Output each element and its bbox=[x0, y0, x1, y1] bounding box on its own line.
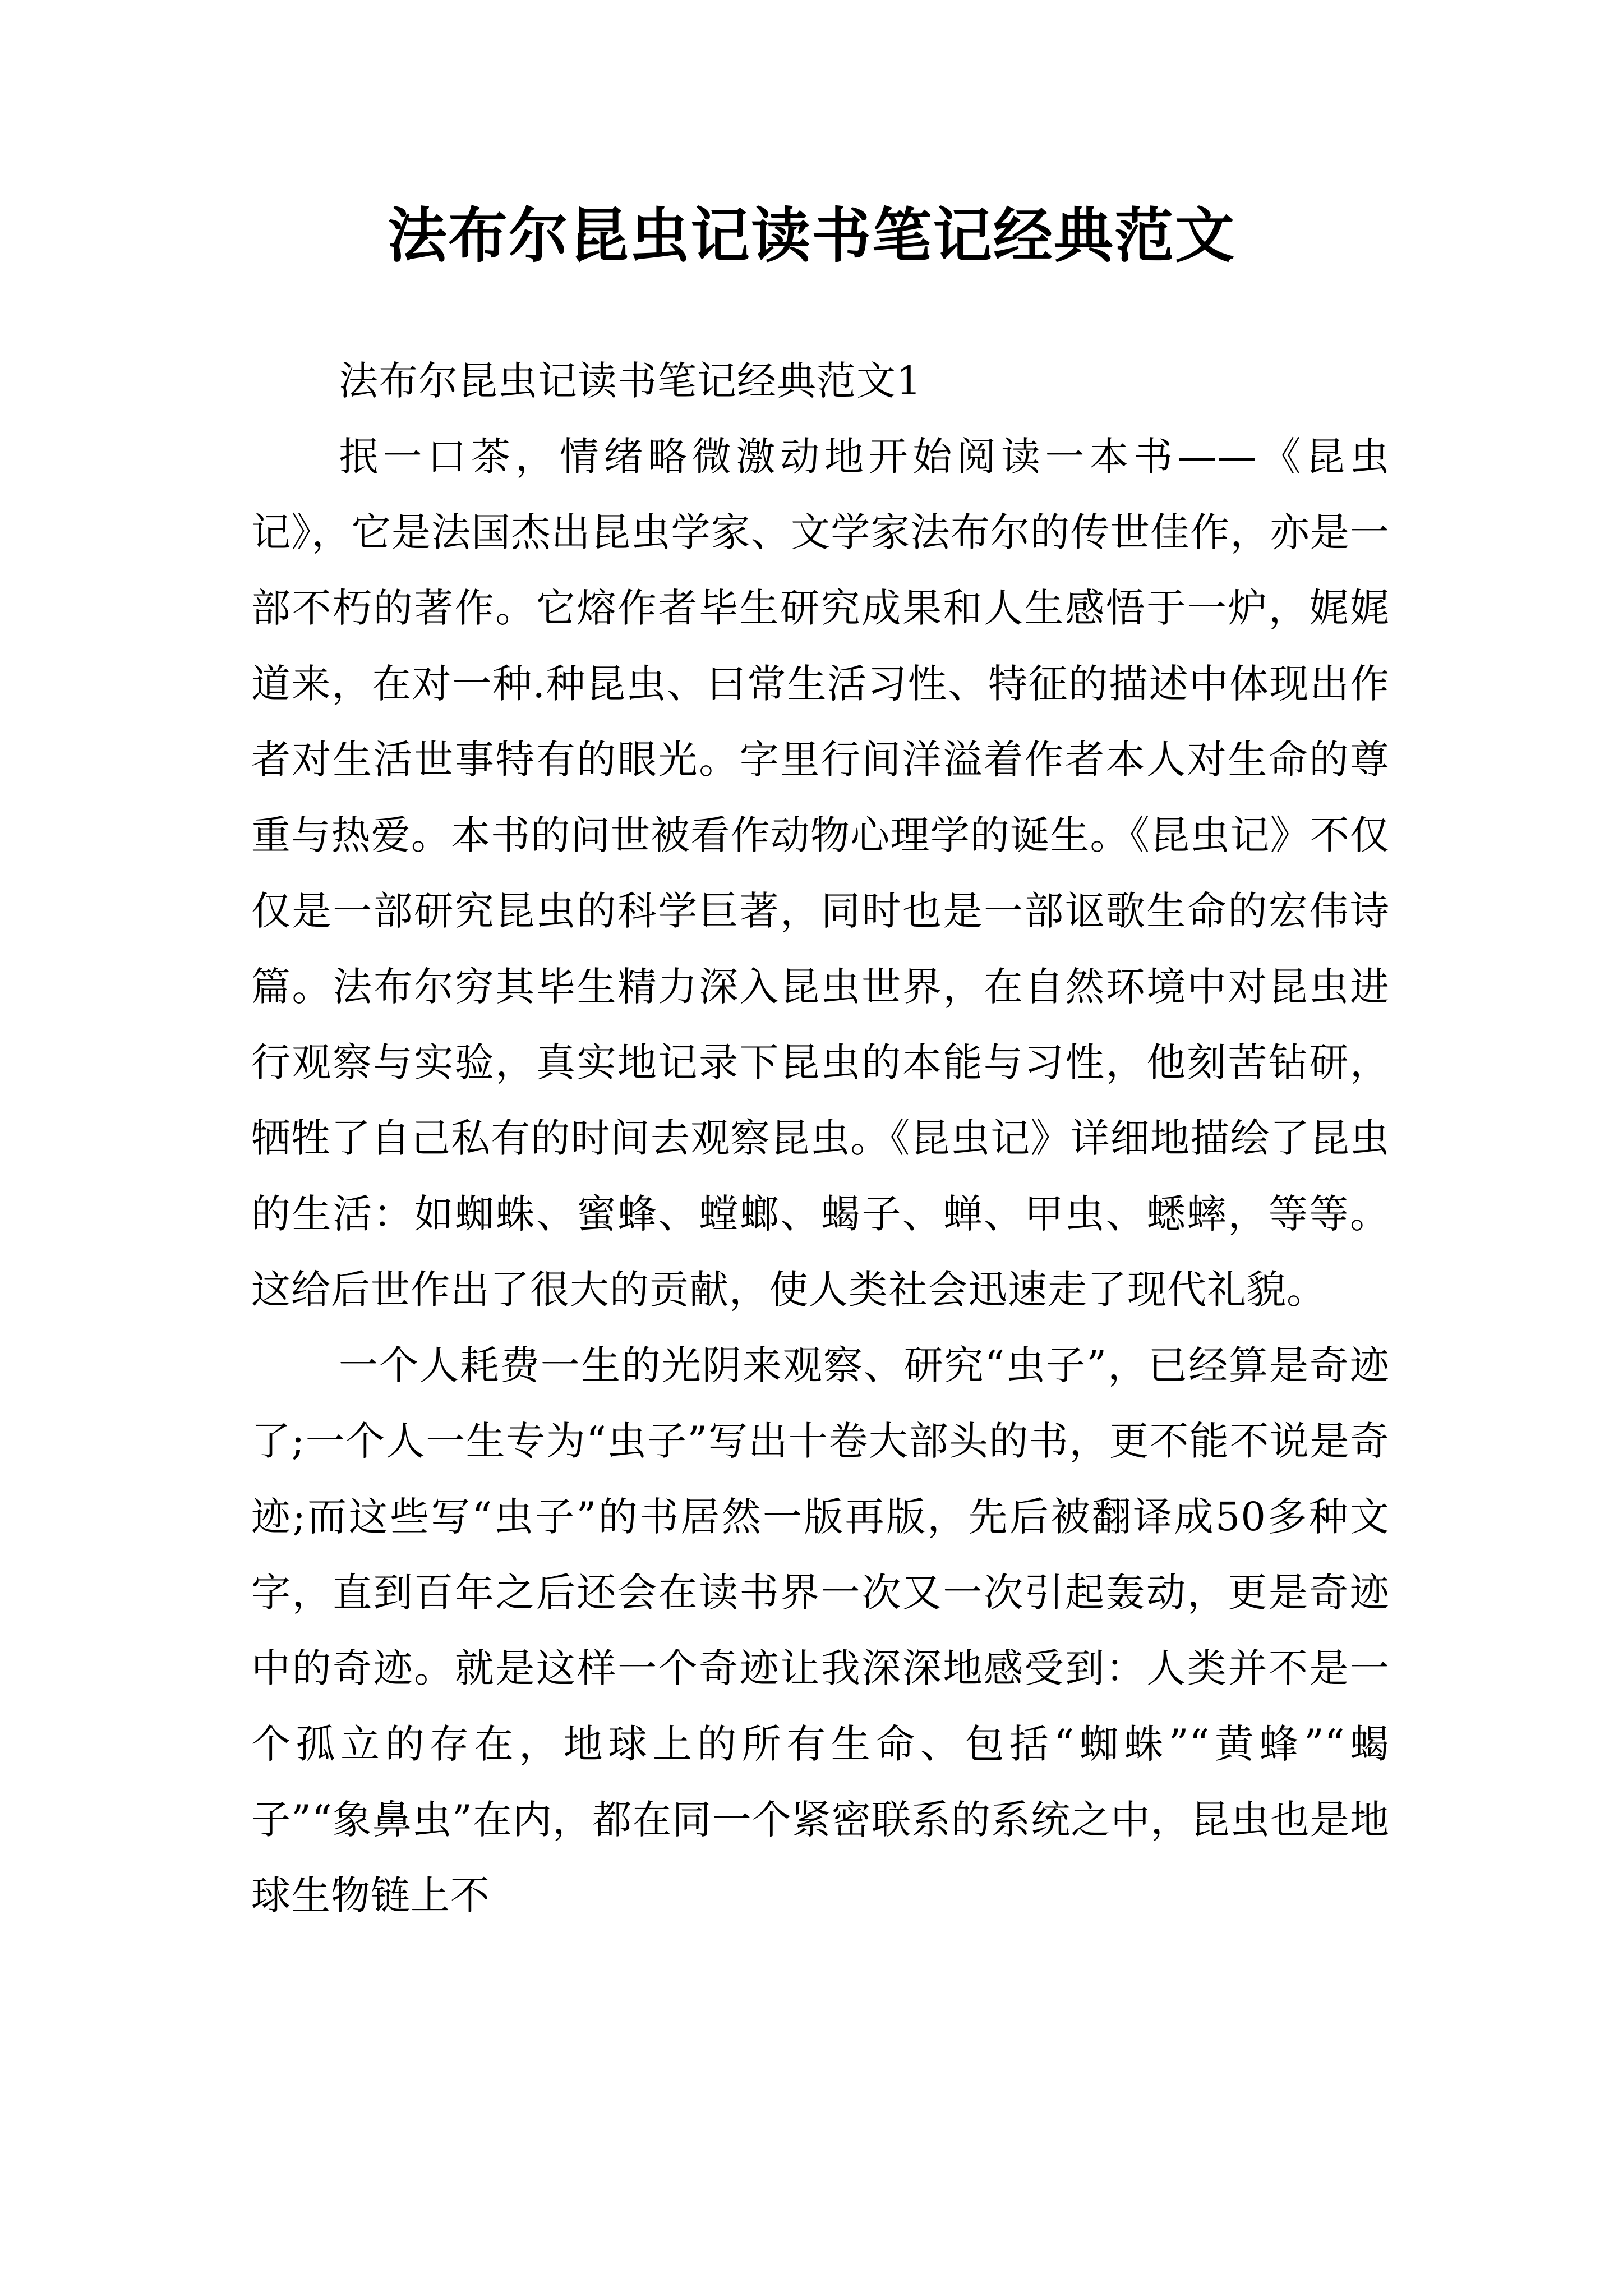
body-paragraph: 抿一口茶，情绪略微激动地开始阅读一本书——《昆虫记》，它是法国杰出昆虫学家、文学家法布尔的传世佳作，亦是一部不朽的著作。它熔作者毕生研究成果和人生感悟于一炉，娓娓道来，在对一种.种昆虫、曰常生活习性、特征的描述中体现出作者对生活世事特有的眼光。字里行间洋溢着作者本人对生命的尊重与热爱。本书的问世被看作动物心理学的诞生。《昆虫记》不仅仅是一部研究昆虫的科学巨著，同时也是一部讴歌生命的宏伟诗篇。法布尔穷其毕生精力深入昆虫世界，在自然环境中对昆虫进行观察与实验，真实地记录下昆虫的本能与习性，他刻苦钻研，牺牲了自己私有的时间去观察昆虫。《昆虫记》详细地描绘了昆虫的生活：如蜘蛛、蜜蜂、螳螂、蝎子、蝉、甲虫、蟋蟀，等等。这给后世作出了很大的贡献，使人类社会迅速走了现代礼貌。 bbox=[251, 434, 1390, 1313]
section-heading: 法布尔昆虫记读书笔记经典范文1 bbox=[339, 358, 922, 404]
document-title: 法布尔昆虫记读书笔记经典范文 bbox=[388, 200, 1235, 270]
body-paragraph: 一个人耗费一生的光阴来观察、研究“虫子”，已经算是奇迹了;一个人一生专为“虫子”写出十卷大部头的书，更不能不说是奇迹;而这些写“虫子”的书居然一版再版，先后被翻译成50多种文字，直到百年之后还会在读书界一次又一次引起轰动，更是奇迹中的奇迹。就是这样一个奇迹让我深深地感受到：人类并不是一个孤立的存在，地球上的所有生命、包括“蜘蛛”“黄蜂”“蝎子”“象鼻虫”在内，都在同一个紧密联系的系统之中，昆虫也是地球生物链上不 bbox=[251, 1342, 1390, 1918]
document-body bbox=[251, 343, 1390, 1934]
